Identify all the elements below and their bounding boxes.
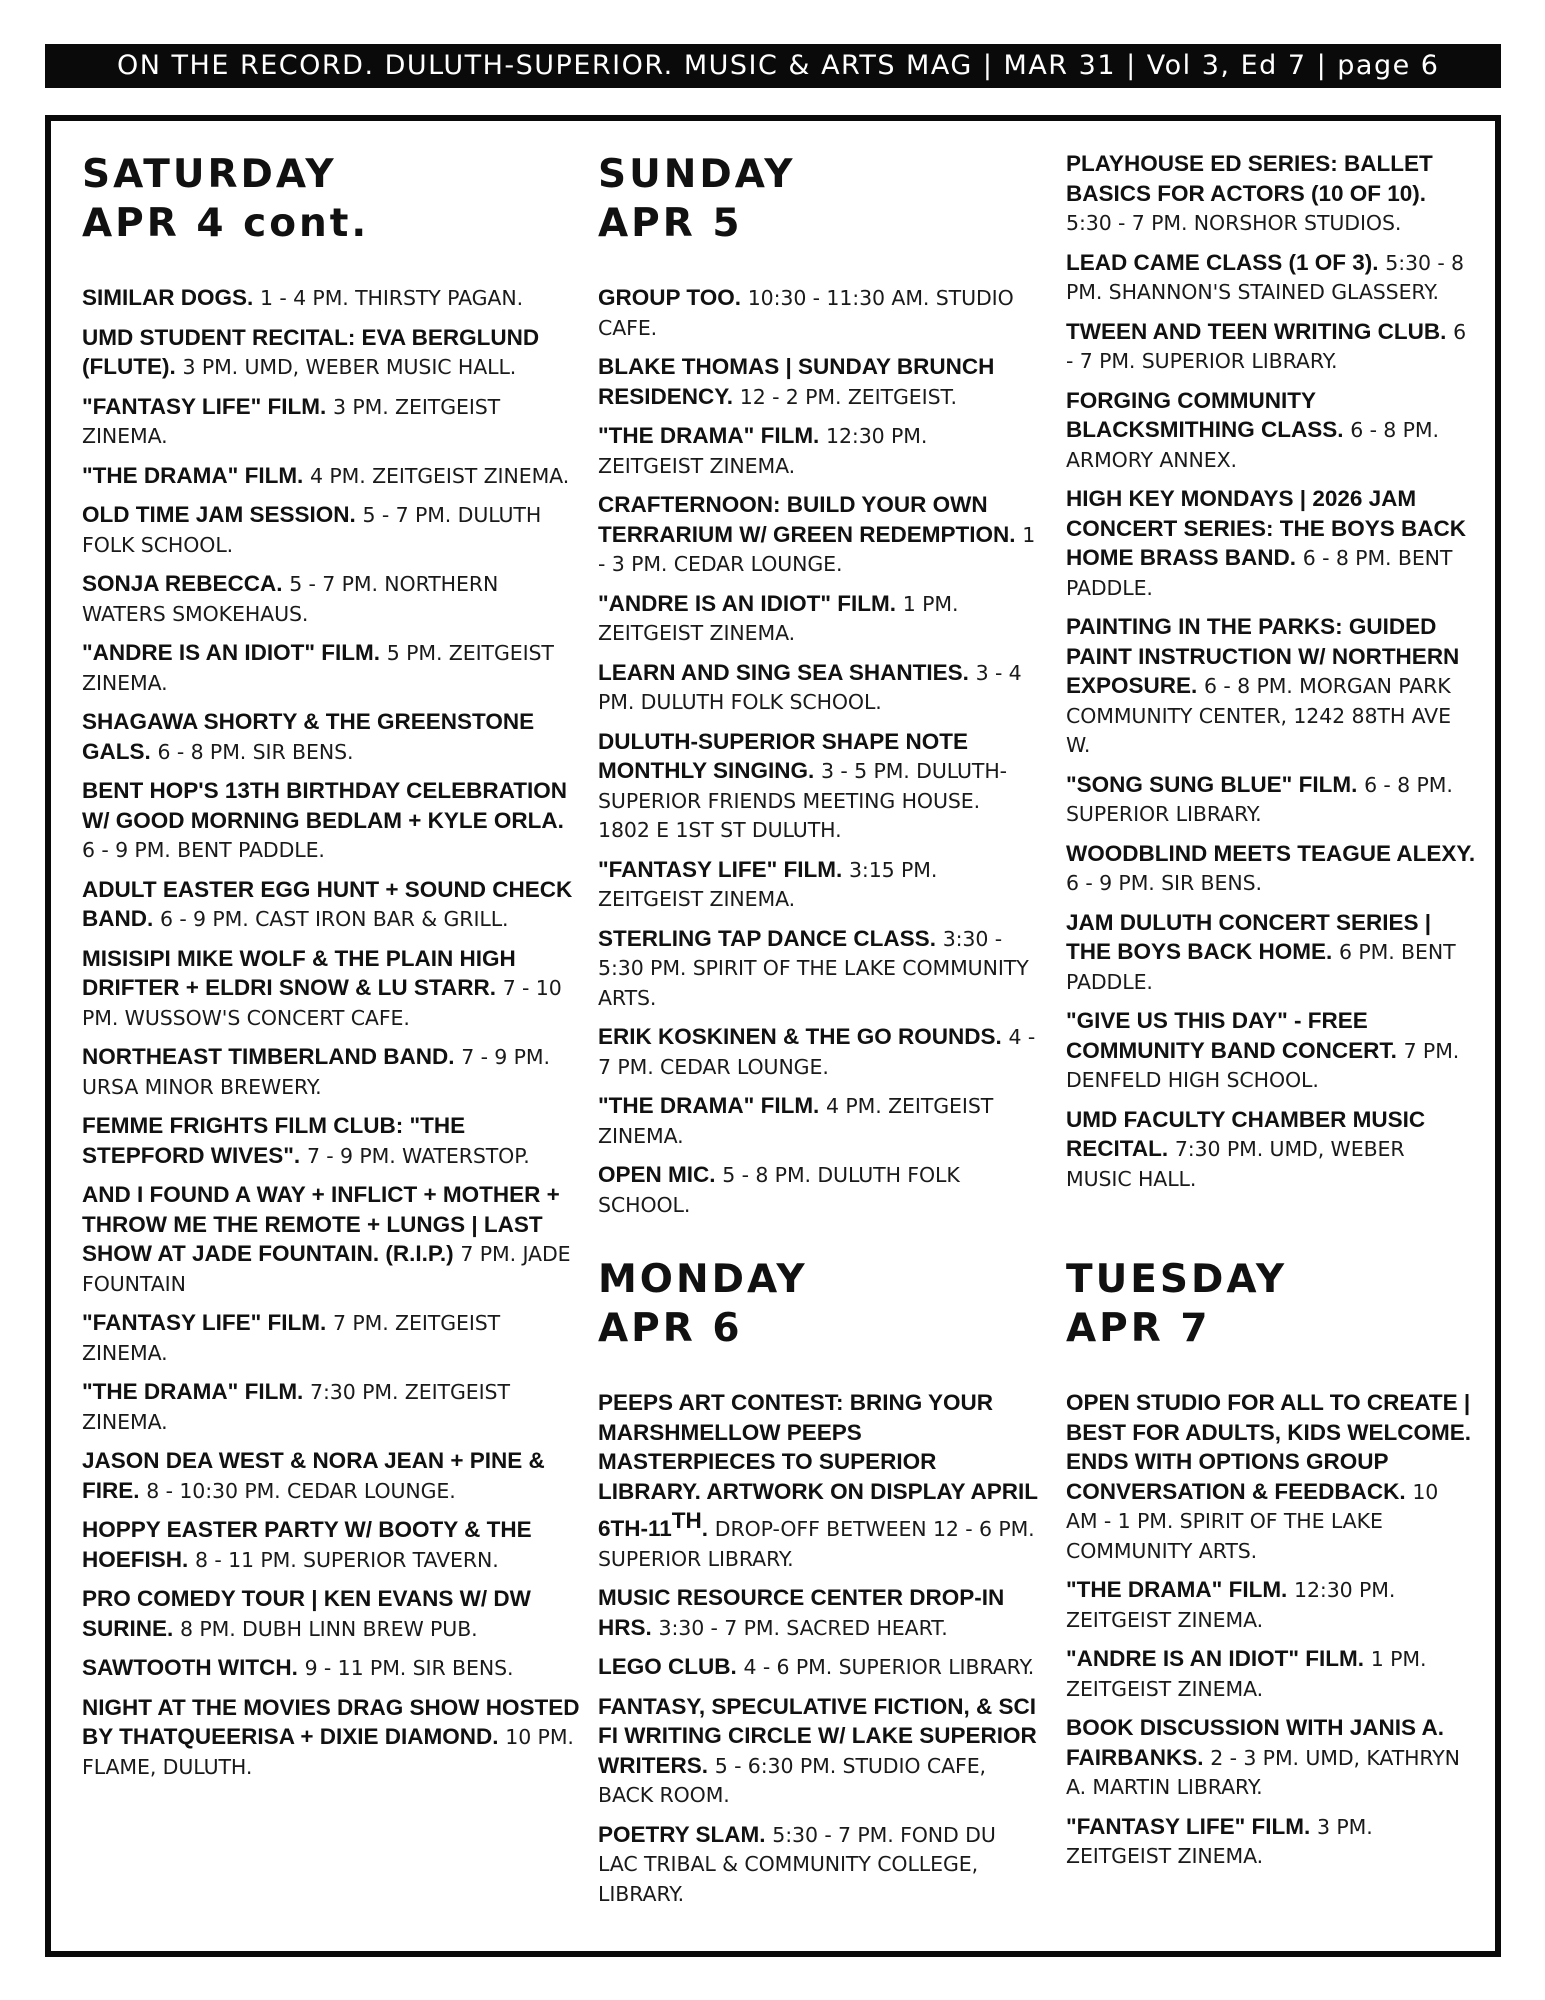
event-title: OLD TIME JAM SESSION. [82,502,356,527]
event-item [1066,150,1476,239]
event-item [82,1516,582,1575]
event-item [82,501,582,560]
day-date: APR 4 cont. [82,201,370,246]
event-title: BLAKE THOMAS | SUNDAY BRUNCH RESIDENCY. [598,354,995,409]
event-details: 4 PM. ZEITGEIST ZINEMA. [310,463,570,488]
event-details: 7 - 9 PM. WATERSTOP. [306,1143,530,1168]
event-item [1066,1576,1476,1635]
event-title: MUSIC RESOURCE CENTER DROP-IN HRS. [598,1585,1005,1640]
event-item [598,659,1038,718]
event-details: 1 - 3 PM. CEDAR LOUNGE. [598,522,1036,576]
event-details: 6 - 8 PM. MORGAN PARK COMMUNITY CENTER, 1242 88TH AVE W. [1066,674,1451,757]
event-item [598,1653,1038,1683]
event-title: "THE DRAMA" FILM. [598,423,820,448]
day-name: MONDAY [598,1257,808,1302]
event-title-superscript: TH [671,1508,702,1533]
event-title: "THE DRAMA" FILM. [598,1093,820,1118]
event-title: MISISIPI MIKE WOLF & THE PLAIN HIGH DRIFTER + ELDRI SNOW & LU STARR. [82,945,516,1000]
event-details: 12:30 PM. ZEITGEIST ZINEMA. [598,424,928,478]
event-details: 6 - 8 PM. ARMORY ANNEX. [1066,418,1439,472]
event-details: 1 PM. ZEITGEIST ZINEMA. [1066,1647,1427,1701]
event-item [598,1389,1038,1574]
event-details: 4 PM. ZEITGEIST ZINEMA. [598,1094,994,1148]
event-item [598,1023,1038,1082]
event-title: "GIVE US THIS DAY" - FREE COMMUNITY BAND CONCERT. [1066,1008,1397,1063]
event-title: ERIK KOSKINEN & THE GO ROUNDS. [598,1024,1002,1049]
event-item [1066,909,1476,998]
event-details: 3 PM. UMD, WEBER MUSIC HALL. [182,355,517,379]
event-item [1066,1106,1476,1195]
sunday-cont-column [1066,150,1476,1204]
event-item [598,491,1038,580]
event-details: 7 PM. DENFELD HIGH SCHOOL. [1066,1038,1460,1092]
event-item [82,324,582,383]
event-details: 12:30 PM. ZEITGEIST ZINEMA. [1066,1578,1396,1632]
event-details: 3:30 - 7 PM. SACRED HEART. [658,1615,948,1640]
event-item [1066,1389,1476,1566]
event-title: JAM DULUTH CONCERT SERIES | THE BOYS BACK HOME. [1066,909,1432,964]
event-title: SHAGAWA SHORTY & THE GREENSTONE GALS. [82,709,535,764]
sunday-column [598,150,1038,1230]
event-details: 3:30 - 5:30 PM. SPIRIT OF THE LAKE COMMUNITY ARTS. [598,926,1029,1010]
event-details: 5:30 - 7 PM. NORSHOR STUDIOS. [1066,211,1402,235]
event-details: 7:30 PM. ZEITGEIST ZINEMA. [82,1380,510,1434]
event-details: 5:30 - 8 PM. SHANNON'S STAINED GLASSERY. [1066,250,1464,304]
day-date: APR 5 [598,201,743,246]
event-details: 7:30 PM. UMD, WEBER MUSIC HALL. [1066,1137,1405,1191]
monday-column [598,1255,1038,1919]
event-details: 7 PM. ZEITGEIST ZINEMA. [82,1311,501,1365]
event-title: "ANDRE IS AN IDIOT" FILM. [82,640,380,665]
event-title: SONJA REBECCA. [82,571,283,596]
event-details: 9 - 11 PM. SIR BENS. [304,1656,514,1680]
event-item [598,284,1038,343]
event-title: LEAD CAME CLASS (1 OF 3). [1066,249,1379,275]
event-title: "FANTASY LIFE" FILM. [82,393,327,419]
event-title: CRAFTERNOON: BUILD YOUR OWN TERRARIUM W/ GREEN REDEMPTION. [598,492,1016,547]
event-item [82,708,582,767]
event-item [82,639,582,698]
event-item [1066,249,1476,308]
event-title: "THE DRAMA" FILM. [1066,1577,1288,1602]
event-item [82,945,582,1034]
event-details: 7 PM. JADE FOUNTAIN [82,1242,571,1296]
saturday-heading [82,150,582,248]
event-details: 3 PM. ZEITGEIST ZINEMA. [82,394,501,448]
event-item [82,1654,582,1684]
event-title: "FANTASY LIFE" FILM. [82,1310,327,1335]
event-details: 5 PM. ZEITGEIST ZINEMA. [82,641,554,695]
sunday-heading [598,150,1038,248]
event-item [82,1309,582,1368]
saturday-column [82,150,582,1792]
event-details: 4 - 6 PM. SUPERIOR LIBRARY. [743,1655,1035,1680]
day-name: TUESDAY [1066,1257,1288,1302]
event-details: DROP-OFF BETWEEN 12 - 6 PM. SUPERIOR LIBRARY. [598,1517,1035,1571]
event-title: JASON DEA WEST & NORA JEAN + PINE & FIRE. [82,1448,545,1503]
event-details: 3:15 PM. ZEITGEIST ZINEMA. [598,857,938,911]
event-item [598,590,1038,649]
event-details: 7 - 9 PM. URSA MINOR BREWERY. [82,1045,550,1099]
event-details: 12 - 2 PM. ZEITGEIST. [739,384,957,409]
event-list [82,284,582,1782]
event-details: 5 - 8 PM. DULUTH FOLK SCHOOL. [598,1163,960,1217]
event-details: 10 PM. FLAME, DULUTH. [82,1725,574,1779]
event-item [598,925,1038,1014]
event-details: 6 - 7 PM. SUPERIOR LIBRARY. [1066,319,1467,373]
event-title: HOPPY EASTER PARTY W/ BOOTY & THE HOEFISH. [82,1517,532,1572]
event-item [598,856,1038,915]
event-details: 4 - 7 PM. CEDAR LOUNGE. [598,1025,1036,1079]
event-title: "FANTASY LIFE" FILM. [598,856,843,882]
event-details: 3 PM. ZEITGEIST ZINEMA. [1066,1814,1373,1868]
event-item [1066,1714,1476,1803]
event-details: 5 - 7 PM. NORTHERN WATERS SMOKEHAUS. [82,572,499,626]
event-list [1066,1389,1476,1872]
event-details: 8 - 11 PM. SUPERIOR TAVERN. [195,1547,499,1572]
event-item [82,1585,582,1644]
event-item [1066,771,1476,830]
event-title: LEGO CLUB. [598,1654,737,1680]
day-name: SUNDAY [598,152,796,197]
event-details: 10:30 - 11:30 AM. STUDIO CAFE. [598,286,1014,340]
event-details: 6 - 9 PM. SIR BENS. [1066,871,1262,895]
event-title: UMD FACULTY CHAMBER MUSIC RECITAL. [1066,1106,1426,1161]
event-title: PLAYHOUSE ED SERIES: BALLET BASICS FOR ACTORS (10 OF 10). [1066,151,1433,206]
event-title: NORTHEAST TIMBERLAND BAND. [82,1044,455,1069]
event-title: BENT HOP'S 13TH BIRTHDAY CELEBRATION W/ GOOD MORNING BEDLAM + KYLE ORLA. [82,778,567,833]
header-banner: ON THE RECORD. DULUTH-SUPERIOR. MUSIC & ARTS MAG | MAR 31 | Vol 3, Ed 7 | page 6 [45,44,1501,88]
day-date: APR 7 [1066,1306,1211,1351]
event-item [1066,1007,1476,1096]
event-item [82,1181,582,1299]
event-title: BOOK DISCUSSION WITH JANIS A. FAIRBANKS. [1066,1715,1444,1770]
event-item [598,1092,1038,1151]
event-title: OPEN STUDIO FOR ALL TO CREATE | BEST FOR ADULTS, KIDS WELCOME. ENDS WITH OPTIONS GROUP CONVERSATION & FEEDBACK. [1066,1390,1471,1504]
event-details: 2 - 3 PM. UMD, KATHRYN A. MARTIN LIBRARY. [1066,1745,1460,1799]
event-item [1066,1645,1476,1704]
event-item [82,462,582,492]
event-details: 5:30 - 7 PM. FOND DU LAC TRIBAL & COMMUNITY COLLEGE, LIBRARY. [598,1822,996,1906]
event-item [598,422,1038,481]
event-list [1066,150,1476,1194]
event-details: 10 AM - 1 PM. SPIRIT OF THE LAKE COMMUNITY ARTS. [1066,1479,1439,1563]
event-title: HIGH KEY MONDAYS | 2026 JAM CONCERT SERIES: THE BOYS BACK HOME BRASS BAND. [1066,486,1467,570]
event-title: OPEN MIC. [598,1162,716,1187]
event-item [82,1447,582,1506]
event-title: PAINTING IN THE PARKS: GUIDED PAINT INSTRUCTION W/ NORTHERN EXPOSURE. [1066,614,1460,698]
event-details: 6 - 8 PM. BENT PADDLE. [1066,546,1453,600]
event-title: ADULT EASTER EGG HUNT + SOUND CHECK BAND. [82,876,573,931]
event-details: 6 - 8 PM. SUPERIOR LIBRARY. [1066,772,1453,826]
event-title: WOODBLIND MEETS TEAGUE ALEXY. [1066,840,1476,866]
event-details: 1 PM. ZEITGEIST ZINEMA. [598,591,959,645]
event-title: SIMILAR DOGS. [82,285,254,310]
event-item [82,777,582,866]
event-item [1066,485,1476,603]
event-title: "SONG SUNG BLUE" FILM. [1066,771,1358,797]
event-title: "THE DRAMA" FILM. [82,462,304,488]
event-title: FEMME FRIGHTS FILM CLUB: "THE STEPFORD WIVES". [82,1113,466,1168]
event-item [598,1584,1038,1643]
event-item [1066,387,1476,476]
event-title-end: . [701,1516,709,1542]
event-title: NIGHT AT THE MOVIES DRAG SHOW HOSTED BY THATQUEERISA + DIXIE DIAMOND. [82,1694,580,1749]
event-title: PRO COMEDY TOUR | KEN EVANS W/ DW SURINE. [82,1586,531,1641]
monday-heading [598,1255,1038,1353]
event-item [82,1378,582,1437]
day-date: APR 6 [598,1306,743,1351]
tuesday-column [1066,1255,1476,1882]
event-title: SAWTOOTH WITCH. [82,1655,298,1680]
event-item [598,1693,1038,1811]
event-title: "FANTASY LIFE" FILM. [1066,1813,1311,1839]
event-item [598,1161,1038,1220]
event-title: FORGING COMMUNITY BLACKSMITHING CLASS. [1066,387,1344,442]
event-details: 6 - 9 PM. CAST IRON BAR & GRILL. [159,907,509,931]
event-title: "ANDRE IS AN IDIOT" FILM. [1066,1646,1364,1671]
event-details: 3 - 5 PM. DULUTH-SUPERIOR FRIENDS MEETING HOUSE. 1802 E 1ST ST DULUTH. [598,759,1007,842]
event-title: FANTASY, SPECULATIVE FICTION, & SCI FI WRITING CIRCLE W/ LAKE SUPERIOR WRITERS. [598,1693,1037,1778]
tuesday-heading [1066,1255,1476,1353]
event-item [1066,1813,1476,1872]
event-item [1066,318,1476,377]
event-details: 5 - 6:30 PM. STUDIO CAFE, BACK ROOM. [598,1753,986,1808]
event-title: "ANDRE IS AN IDIOT" FILM. [598,590,896,616]
event-title: AND I FOUND A WAY + INFLICT + MOTHER + THROW ME THE REMOTE + LUNGS | LAST SHOW AT JADE FOUNTAIN. (R.I.P.) [82,1182,560,1266]
event-details: 6 - 9 PM. BENT PADDLE. [82,838,325,862]
event-details: 8 - 10:30 PM. CEDAR LOUNGE. [146,1478,456,1503]
event-details: 3 - 4 PM. DULUTH FOLK SCHOOL. [598,660,1022,714]
event-details: 1 - 4 PM. THIRSTY PAGAN. [260,286,523,310]
event-details: 6 - 8 PM. SIR BENS. [157,739,354,764]
day-name: SATURDAY [82,152,337,197]
event-item [82,284,582,314]
event-title: LEARN AND SING SEA SHANTIES. [598,659,969,685]
event-item [82,1043,582,1102]
event-item [1066,613,1476,761]
event-title: GROUP TOO. [598,285,741,310]
event-title: "THE DRAMA" FILM. [82,1379,304,1404]
event-item [82,1112,582,1171]
event-item [598,353,1038,412]
event-details: 5 - 7 PM. DULUTH FOLK SCHOOL. [82,503,542,557]
event-item [1066,840,1476,899]
event-title: TWEEN AND TEEN WRITING CLUB. [1066,318,1447,344]
event-details: 6 PM. BENT PADDLE. [1066,940,1456,994]
event-list [598,284,1038,1220]
event-item [82,1694,582,1783]
event-item [598,1821,1038,1910]
event-list [598,1389,1038,1909]
event-item [82,876,582,935]
event-title: DULUTH-SUPERIOR SHAPE NOTE MONTHLY SINGING. [598,728,969,783]
event-details: 7 - 10 PM. WUSSOW'S CONCERT CAFE. [82,976,562,1030]
event-item [598,728,1038,846]
event-title: POETRY SLAM. [598,1821,766,1847]
event-title: PEEPS ART CONTEST: BRING YOUR MARSHMELLOW PEEPS MASTERPIECES TO SUPERIOR LIBRARY. ARTWORK ON DISPLAY APRIL 6TH-11 [598,1390,1038,1542]
event-item [82,570,582,629]
event-title: UMD STUDENT RECITAL: EVA BERGLUND (FLUTE). [82,324,540,379]
event-title: STERLING TAP DANCE CLASS. [598,925,936,951]
event-details: 8 PM. DUBH LINN BREW PUB. [180,1616,478,1641]
event-item [82,393,582,452]
